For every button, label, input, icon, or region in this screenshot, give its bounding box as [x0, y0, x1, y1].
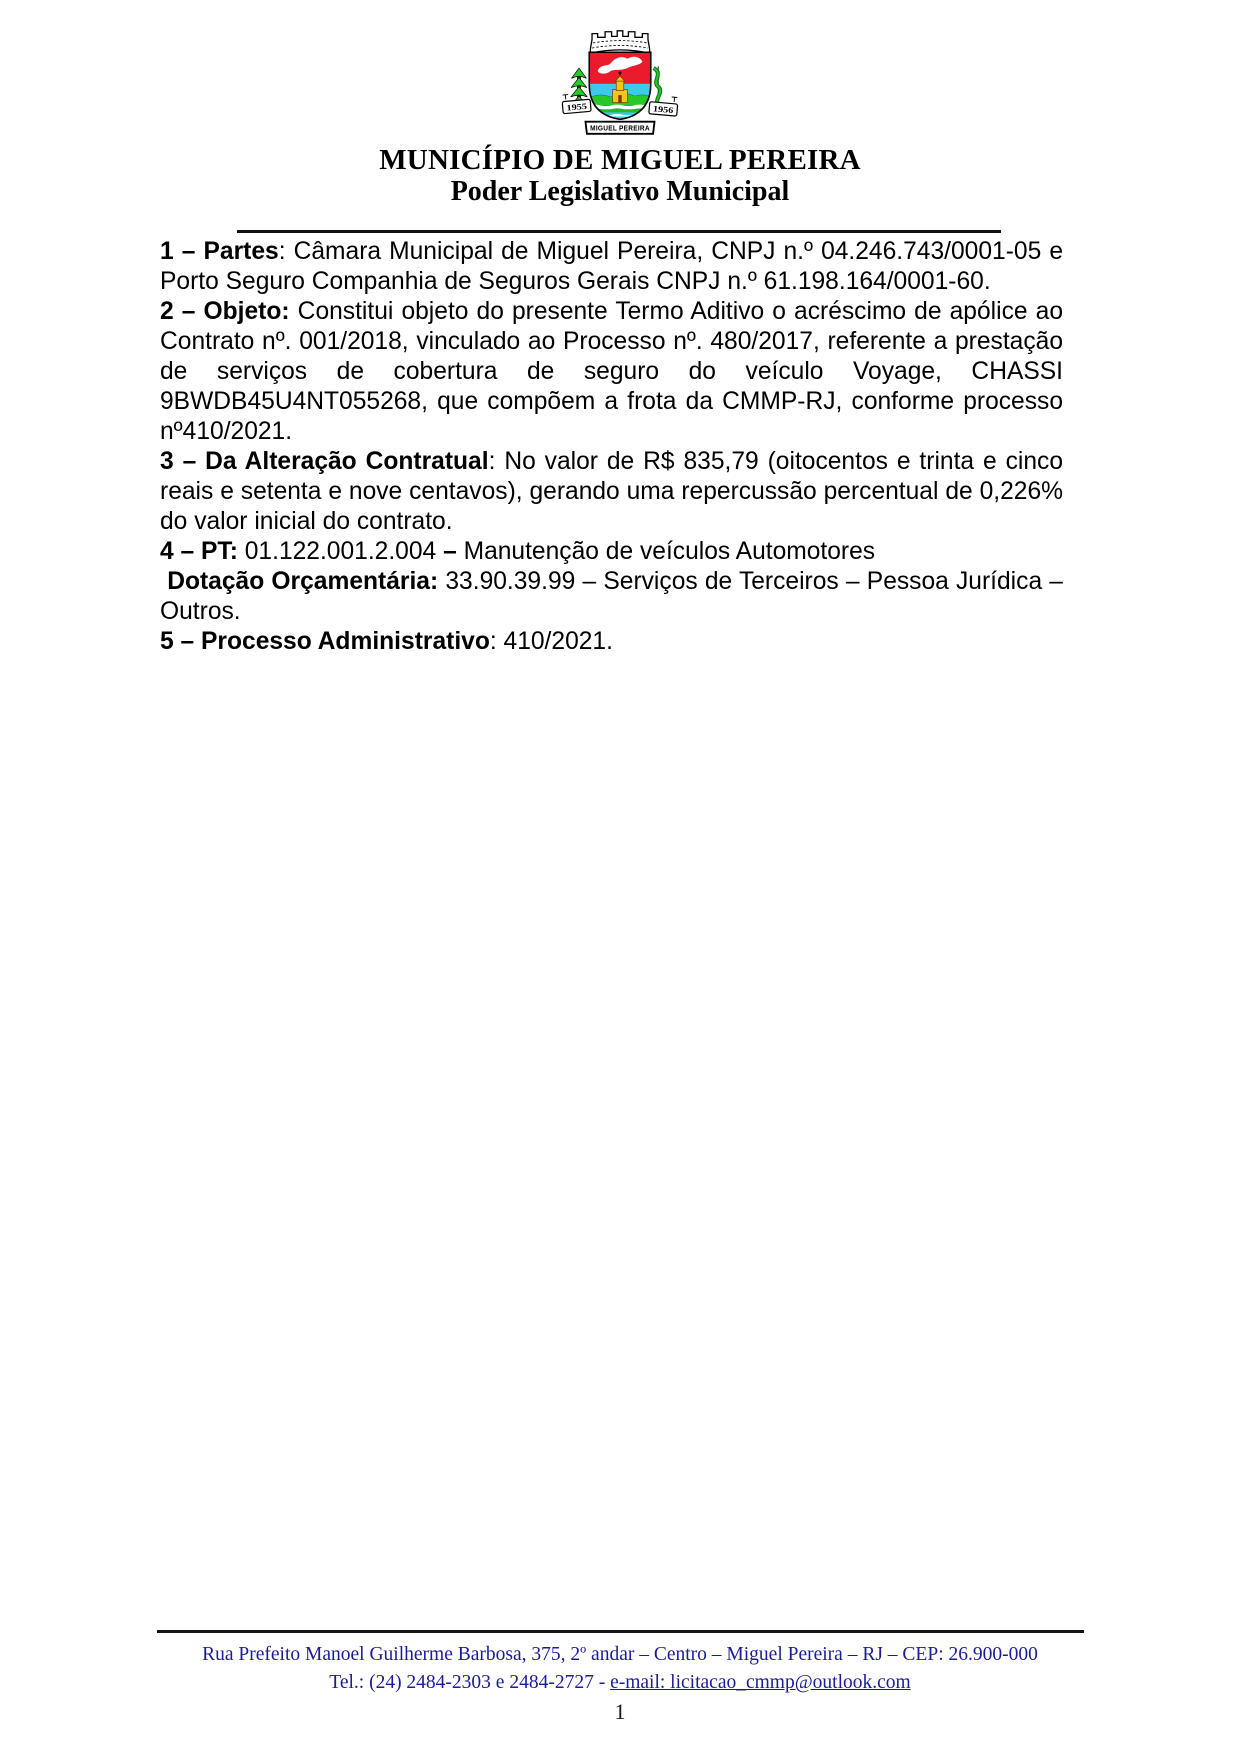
paragraph-dotacao-lead: Dotação Orçamentária:: [160, 568, 439, 595]
paragraph-objeto-lead: 2 – Objeto:: [160, 298, 290, 325]
svg-text:MIGUEL PEREIRA: MIGUEL PEREIRA: [590, 123, 651, 133]
paragraph-processo-lead: 5 – Processo Administrativo: [160, 628, 490, 655]
paragraph-partes-text: : Câmara Municipal de Miguel Pereira, CNPJ n.º 04.246.743/0001-05 e Porto Seguro Companhia de Seguros Gerais CNPJ n.º 61.198.164/0001-60.: [160, 238, 1063, 295]
footer-divider: [157, 1630, 1084, 1633]
paragraph-pt: [160, 537, 1063, 567]
paragraph-processo-administrativo: [160, 627, 1063, 657]
paragraph-alteracao-contratual: [160, 447, 1063, 537]
footer-email-link[interactable]: e-mail: licitacao_cmmp@outlook.com: [610, 1672, 911, 1693]
crest-banner: [586, 122, 655, 134]
paragraph-partes: [160, 237, 1063, 297]
page-number: 1: [614, 1699, 626, 1724]
paragraph-alteracao-lead: 3 – Da Alteração Contratual: [160, 448, 489, 475]
paragraph-processo-text: : 410/2021.: [489, 628, 613, 655]
paragraph-partes-lead: 1 – Partes: [160, 238, 279, 265]
crest-scroll-right: [649, 95, 678, 116]
footer-contact-line: [0, 1669, 1240, 1697]
paragraph-pt-text: Manutenção de veículos Automotores: [456, 538, 876, 565]
svg-text:1956: 1956: [652, 104, 671, 115]
paragraph-dotacao-text: 33.90.39.99 – Serviços de Terceiros – Pessoa Jurídica – Outros.: [160, 568, 1063, 625]
document-body: [160, 237, 1063, 657]
paragraph-pt-code: 01.122.001.2.004: [237, 538, 444, 565]
municipal-coat-of-arms: [536, 28, 704, 138]
footer-address: Rua Prefeito Manoel Guilherme Barbosa, 375, 2º andar – Centro – Miguel Pereira – RJ – CEP: 26.900-000: [202, 1644, 1038, 1665]
document-footer: [0, 1641, 1240, 1724]
crest-crown-icon: [590, 31, 650, 53]
paragraph-alteracao-text: : No valor de R$ 835,79 (oitocentos e trinta e cinco reais e setenta e nove centavos), gerando uma repercussão percentual de 0,226% do valor inicial do contrato.: [160, 448, 1063, 535]
page-subtitle: Poder Legislativo Municipal: [450, 176, 790, 207]
paragraph-dotacao-orcamentaria: [160, 567, 1063, 627]
paragraph-objeto: [160, 297, 1063, 447]
document-header: [0, 28, 1240, 208]
footer-phone: Tel.: (24) 2484-2303 e 2484-2727 -: [329, 1672, 611, 1693]
paragraph-objeto-text: Constitui objeto do presente Termo Aditivo o acréscimo de apólice ao Contrato nº. 001/2018, vinculado ao Processo nº. 480/2017, referente a prestação de serviços de cobertura de seguro do veículo Voyage, CHASSI 9BWDB45U4NT055268, que compõem a frota da CMMP-RJ, conforme processo nº410/2021.: [160, 298, 1063, 445]
paragraph-pt-lead: 4 – PT:: [160, 538, 238, 565]
svg-text:1955: 1955: [566, 102, 584, 113]
page-title: MUNICÍPIO DE MIGUEL PEREIRA: [379, 144, 861, 176]
header-divider: [237, 230, 1001, 233]
paragraph-pt-dash: –: [443, 538, 457, 565]
